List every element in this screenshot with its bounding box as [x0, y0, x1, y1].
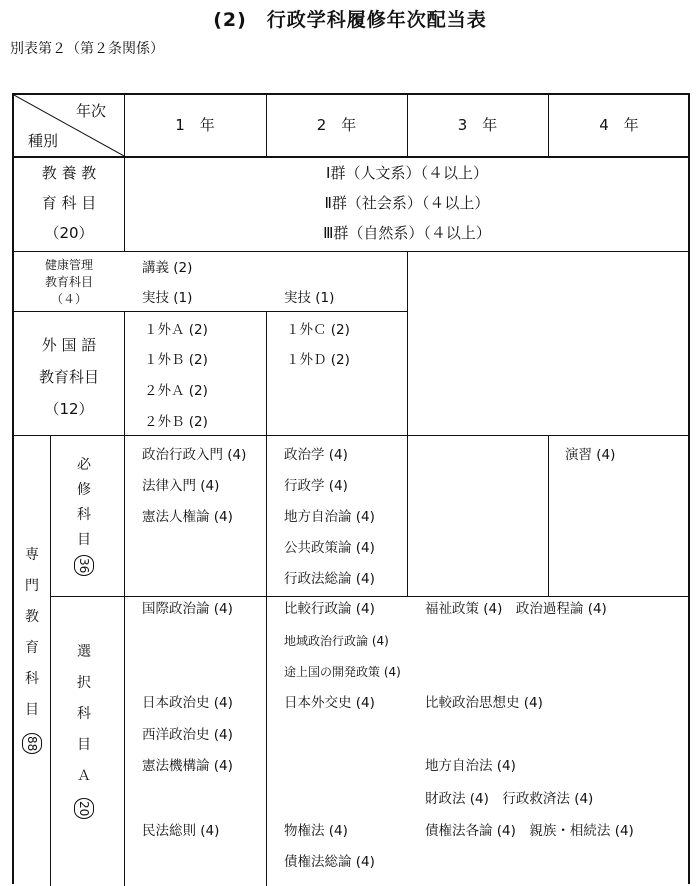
sentaku-y2-item: 債権法総論 (4) [284, 854, 375, 870]
kenko-label-line1: 健康管理 [44, 258, 93, 272]
col-divider [548, 435, 549, 596]
year-1-header: 1 年 [175, 116, 215, 134]
kenko-y2-practice: 実技 (1) [284, 290, 335, 306]
hisshu-y1-item: 政治行政入門 (4) [142, 447, 247, 463]
curriculum-table [12, 93, 690, 884]
hisshu-y2-item: 政治学 (4) [284, 447, 348, 463]
sentaku-y1-item: 西洋政治史 (4) [142, 727, 233, 743]
gaikokugo-y1-item: １外Ｂ (2) [144, 352, 208, 368]
gaikokugo-y1-item: ２外Ａ (2) [144, 383, 208, 399]
sentaku-y2-item: 物権法 (4) [284, 823, 348, 839]
senmon-credit-total: 88 [17, 733, 47, 758]
gaikokugo-y1-item: １外Ａ (2) [144, 322, 208, 338]
year-3-header: 3 年 [457, 116, 498, 134]
sentaku-y1-item: 国際政治論 (4) [142, 601, 233, 617]
col-divider [266, 311, 267, 886]
hisshu-y1-item: 法律入門 (4) [142, 478, 220, 494]
sentaku-y2-item: 日本外交史 (4) [284, 695, 375, 711]
sentaku-y34-item: 財政法 (4) 行政救済法 (4) [425, 791, 594, 807]
kind-header-label: 種別 [28, 132, 59, 150]
sentaku-y34-item: 地方自治法 (4) [425, 758, 516, 774]
gaikokugo-label-line2: 教育科目 [38, 368, 99, 386]
year-4-header: 4 年 [599, 116, 639, 134]
senmon-label-char: 目 [25, 702, 39, 718]
year-2-header: 2 年 [316, 116, 357, 134]
hisshu-y2-item: 行政法総論 (4) [284, 571, 375, 587]
kyoyo-label-line3: （20） [44, 224, 94, 242]
kyoyo-label-line2: 育 科 目 [41, 194, 97, 212]
page-title: (2) 行政学科履修年次配当表 [213, 9, 487, 31]
hisshu-y2-item: 公共政策論 (4) [284, 540, 375, 556]
sentaku-label-char: 目 [77, 737, 91, 753]
sentaku-y2-item: 比較行政論 (4) [284, 601, 375, 617]
senmon-label-char: 科 [25, 671, 39, 687]
gaikokugo-y1-item: ２外Ｂ (2) [144, 414, 208, 430]
hisshu-label-char: 目 [77, 532, 91, 548]
senmon-label-char: 専 [25, 547, 39, 563]
header-divider [14, 156, 690, 158]
kyoyo-group-2: Ⅱ群（社会系）（４以上） [324, 194, 490, 212]
kyoyo-group-1: Ⅰ群（人文系）（４以上） [326, 164, 488, 182]
gaikokugo-label-line1: 外 国 語 [41, 336, 97, 354]
sentaku-label-char: 科 [77, 706, 91, 722]
sentaku-y1-item: 日本政治史 (4) [142, 695, 233, 711]
row-divider [14, 435, 690, 436]
hisshu-label-char: 修 [77, 482, 91, 498]
hisshu-y2-item: 地方自治論 (4) [284, 509, 375, 525]
senmon-label-char: 門 [25, 578, 39, 594]
hisshu-y4-item: 演習 (4) [565, 447, 616, 463]
kyoyo-label-line1: 教 養 教 [41, 164, 97, 182]
row-divider [50, 596, 690, 597]
kenko-label-line3: （４） [50, 292, 87, 306]
senmon-label-char: 教 [25, 609, 39, 625]
kenko-label-line2: 教育科目 [44, 275, 93, 289]
sentaku-y2-item: 地域政治行政論 (4) [284, 634, 389, 648]
hisshu-credit-total: 36 [69, 555, 99, 580]
row-divider [14, 311, 407, 312]
sentaku-credit-total: 20 [69, 798, 99, 823]
gaikokugo-label-line3: （12） [44, 400, 94, 418]
hisshu-label-char: 必 [77, 457, 91, 473]
sentaku-y34-item: 債権法各論 (4) 親族・相続法 (4) [425, 823, 634, 839]
sentaku-label-char: 択 [77, 675, 91, 691]
hisshu-y2-item: 行政学 (4) [284, 478, 348, 494]
senmon-label-char: 育 [25, 640, 39, 656]
hisshu-label-char: 科 [77, 507, 91, 523]
sentaku-y1-item: 民法総則 (4) [142, 823, 220, 839]
kenko-y1-practice: 実技 (1) [142, 290, 193, 306]
col-divider [124, 311, 125, 886]
kyoyo-group-3: Ⅲ群（自然系）（４以上） [323, 224, 491, 242]
kenko-y1-lecture: 講義 (2) [142, 260, 193, 276]
appendix-label: 別表第２（第２条関係） [10, 41, 164, 57]
sentaku-y2-item: 途上国の開発政策 (4) [284, 665, 401, 679]
row-divider [14, 251, 690, 252]
gaikokugo-y2-item: １外Ｄ (2) [286, 352, 350, 368]
sentaku-label-char: Ａ [77, 768, 91, 784]
col-divider [50, 435, 51, 886]
sentaku-y34-item: 福祉政策 (4) 政治過程論 (4) [425, 601, 607, 617]
sentaku-y34-item: 比較政治思想史 (4) [425, 695, 543, 711]
hisshu-y1-item: 憲法人権論 (4) [142, 509, 233, 525]
sentaku-label-char: 選 [77, 644, 91, 660]
year-header-label: 年次 [76, 102, 107, 120]
sentaku-y1-item: 憲法機構論 (4) [142, 758, 233, 774]
col-divider [407, 251, 408, 596]
gaikokugo-y2-item: １外Ｃ (2) [286, 322, 350, 338]
